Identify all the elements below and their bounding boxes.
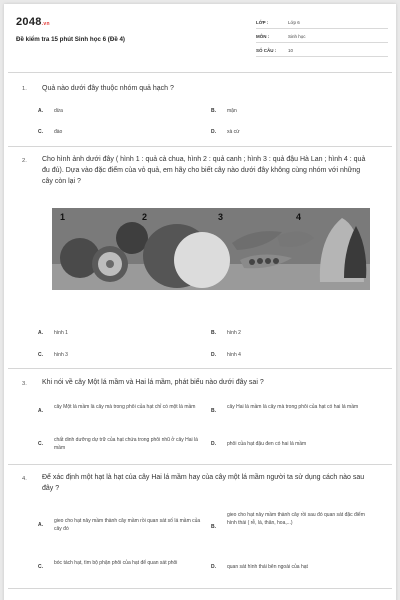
option-letter: A.	[38, 330, 43, 336]
question-text: Khi nói về cây Một lá mầm và Hai lá mầm, phát biểu nào dưới đây sai ?	[42, 379, 264, 386]
divider	[8, 588, 392, 589]
fruit-photo	[52, 208, 370, 290]
exam-title: Đề kiểm tra 15 phút Sinh học 6 (Đề 4)	[16, 36, 125, 43]
site-logo[interactable]	[16, 16, 50, 28]
meta-count-key: SỐ CÂU :	[256, 48, 277, 53]
option-letter: C.	[38, 352, 43, 358]
logo-suffix: .vn	[41, 21, 50, 27]
exam-page	[4, 4, 396, 600]
option-text: bóc tách hạt, tìm bộ phận phôi của hạt để quan sát phôi	[54, 560, 178, 566]
figure-label-1: 1	[60, 212, 66, 222]
meta-subject-key: MÔN :	[256, 34, 270, 39]
option-letter: B.	[211, 330, 216, 336]
option-letter: C.	[38, 129, 43, 135]
option-letter: B.	[211, 408, 216, 414]
option-letter: D.	[211, 441, 216, 447]
option-text: cây Hai lá mầm là cây mà trong phôi của hạt có hai lá mầm	[227, 404, 359, 410]
question-number: 2.	[22, 158, 27, 164]
option-text: hình 2	[227, 330, 241, 336]
question-number: 1.	[22, 86, 27, 92]
divider	[8, 72, 392, 73]
option-letter: B.	[211, 524, 216, 530]
option-letter: D.	[211, 564, 216, 570]
divider	[8, 146, 392, 147]
divider	[8, 368, 392, 369]
option-letter: D.	[211, 352, 216, 358]
option-text: cây Một lá mầm là cây mà trong phôi của hạt chỉ có một lá mầm	[54, 404, 196, 410]
option-text: phôi của hạt đậu đen có hai lá mầm	[227, 441, 307, 447]
option-letter: C.	[38, 564, 43, 570]
meta-subject-value: Sinh học	[288, 34, 306, 39]
meta-count-value: 10	[288, 48, 294, 53]
option-letter: A.	[38, 522, 43, 528]
meta-class-key: LỚP :	[256, 20, 269, 25]
option-text: quan sát hình thái bên ngoài của hạt	[227, 564, 308, 570]
logo-text: 2048	[16, 16, 42, 28]
option-letter: A.	[38, 408, 43, 414]
option-text: xà cừ	[227, 129, 240, 135]
question-text: Để xác định một hạt là hạt của cây Hai lá mầm hay của cây một lá mầm người ta sử dụng cách nào sau đây ?	[42, 474, 365, 492]
option-letter: B.	[211, 108, 216, 114]
option-text: mận	[227, 108, 237, 114]
option-text: hình 1	[54, 330, 68, 336]
option-letter: C.	[38, 441, 43, 447]
figure-label-2: 2	[142, 212, 148, 222]
meta-count	[256, 44, 388, 57]
question-number: 3.	[22, 381, 27, 387]
question-text: Cho hình ảnh dưới đây ( hình 1 : quả cà chua, hình 2 : quả canh ; hình 3 : quả đậu Hà Lan ; hình 4 : quả đu đủ). Dựa vào đặc điểm của vỏ quả, em hãy cho biết cây nào dưới đây không cùng nhóm với những cây còn lại ?	[42, 156, 366, 185]
option-text: chất dinh dưỡng dự trữ của hạt chứa trong phôi nhũ ở cây Hai lá mầm	[54, 437, 198, 451]
option-text: hình 4	[227, 352, 241, 358]
meta-class	[256, 16, 388, 29]
fruit-figure	[52, 208, 370, 290]
option-letter: A.	[38, 108, 43, 114]
question-number: 4.	[22, 476, 27, 482]
option-text: gieo cho hạt nảy mầm thành cây rồi sau đó quan sát đặc điểm hình thái ( rễ, lá, thân, hoa,...)	[227, 512, 365, 526]
option-text: dừa	[54, 108, 63, 114]
figure-label-4: 4	[296, 212, 302, 222]
divider	[8, 464, 392, 465]
option-text: hình 3	[54, 352, 68, 358]
question-text: Quả nào dưới đây thuộc nhóm quả hạch ?	[42, 85, 174, 92]
option-text: đào	[54, 129, 63, 135]
meta-subject	[256, 30, 388, 43]
meta-class-value: Lớp 6	[288, 20, 300, 25]
option-letter: D.	[211, 129, 216, 135]
figure-label-3: 3	[218, 212, 224, 222]
option-text: gieo cho hạt nảy mầm thành cây mầm rồi quan sát số lá mầm của cây đó	[54, 518, 201, 532]
